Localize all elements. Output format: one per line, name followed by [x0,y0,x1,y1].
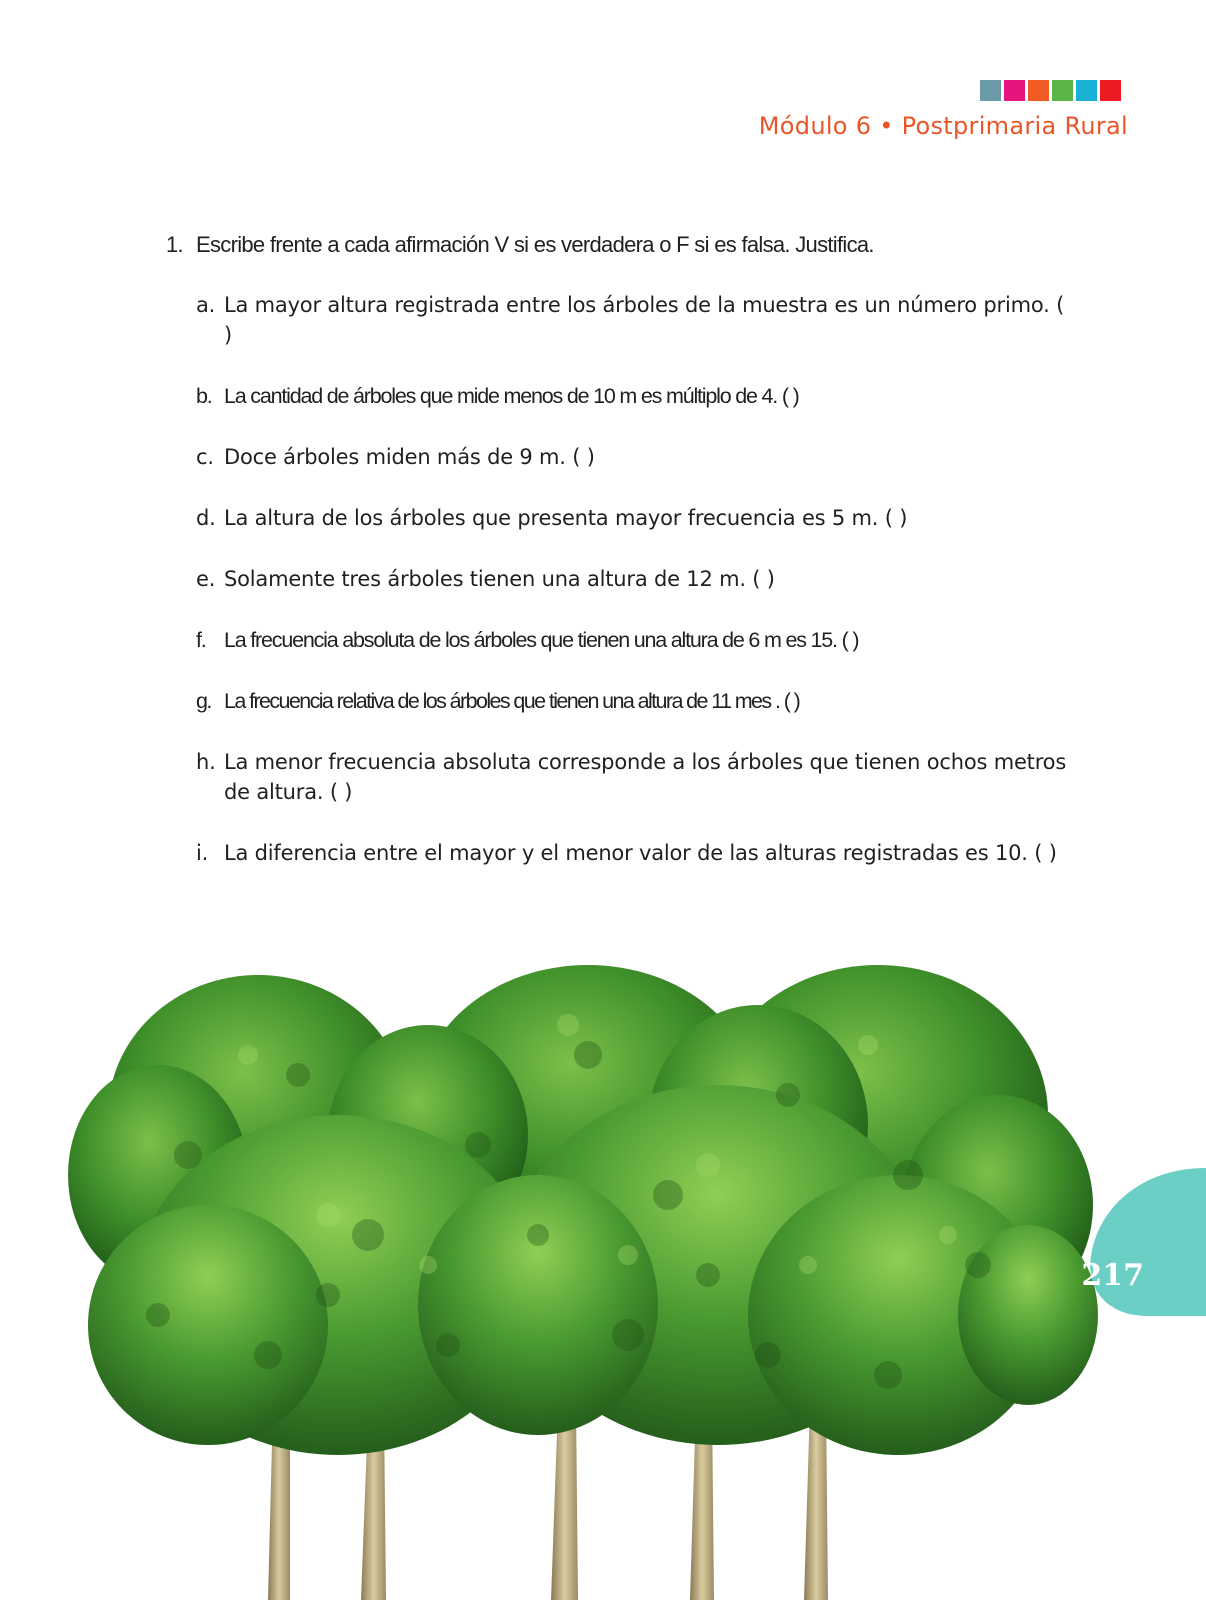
color-strip [980,80,1121,101]
statement-item-b [196,381,1076,411]
item-text: La mayor altura registrada entre los árboles de la muestra es un número primo. ( ) [224,293,1065,347]
statement-item-g [196,686,1076,716]
color-swatch-6 [1100,80,1121,101]
statement-item-d [196,503,1076,533]
item-letter: e. [196,567,216,591]
item-letter: b. [196,384,212,408]
item-letter: d. [196,506,216,530]
item-letter: c. [196,445,214,469]
page-tab [1086,1168,1206,1316]
question-heading [166,232,1066,258]
color-swatch-1 [980,80,1001,101]
item-text: La frecuencia absoluta de los árboles que tienen una altura de 6 m es 15. ( ) [224,628,859,652]
module-title: Módulo 6 • Postprimaria Rural [758,112,1128,140]
statement-item-f [196,625,1076,655]
statement-list [196,290,1076,899]
item-letter: h. [196,750,216,774]
page-number: 217 [1081,1258,1144,1293]
color-swatch-4 [1052,80,1073,101]
item-text: La menor frecuencia absoluta corresponde a los árboles que tienen ochos metros de altura. ( ) [224,750,1067,804]
statement-item-e [196,564,1076,594]
item-text: La frecuencia relativa de los árboles que tienen una altura de 11 mes . ( ) [224,689,800,713]
statement-item-h [196,747,1076,807]
item-text: La cantidad de árboles que mide menos de 10 m es múltiplo de 4. ( ) [224,384,799,408]
item-letter: g. [196,689,211,713]
question-text: Escribe frente a cada afirmación V si es verdadera o F si es falsa. Justifica. [196,232,874,257]
color-swatch-2 [1004,80,1025,101]
color-swatch-3 [1028,80,1049,101]
item-text: La diferencia entre el mayor y el menor valor de las alturas registradas es 10. ( ) [224,841,1057,865]
item-letter: f. [196,628,206,652]
item-letter: a. [196,293,216,317]
item-text: Solamente tres árboles tienen una altura de 12 m. ( ) [224,567,775,591]
item-text: Doce árboles miden más de 9 m. ( ) [224,445,595,469]
item-letter: i. [196,841,209,865]
color-swatch-5 [1076,80,1097,101]
statement-item-a [196,290,1076,350]
trunk-3 [551,1405,578,1600]
statement-item-c [196,442,1076,472]
trees-illustration [68,935,1108,1600]
question-number: 1. [166,232,183,257]
item-text: La altura de los árboles que presenta mayor frecuencia es 5 m. ( ) [224,506,908,530]
statement-item-i [196,838,1076,868]
